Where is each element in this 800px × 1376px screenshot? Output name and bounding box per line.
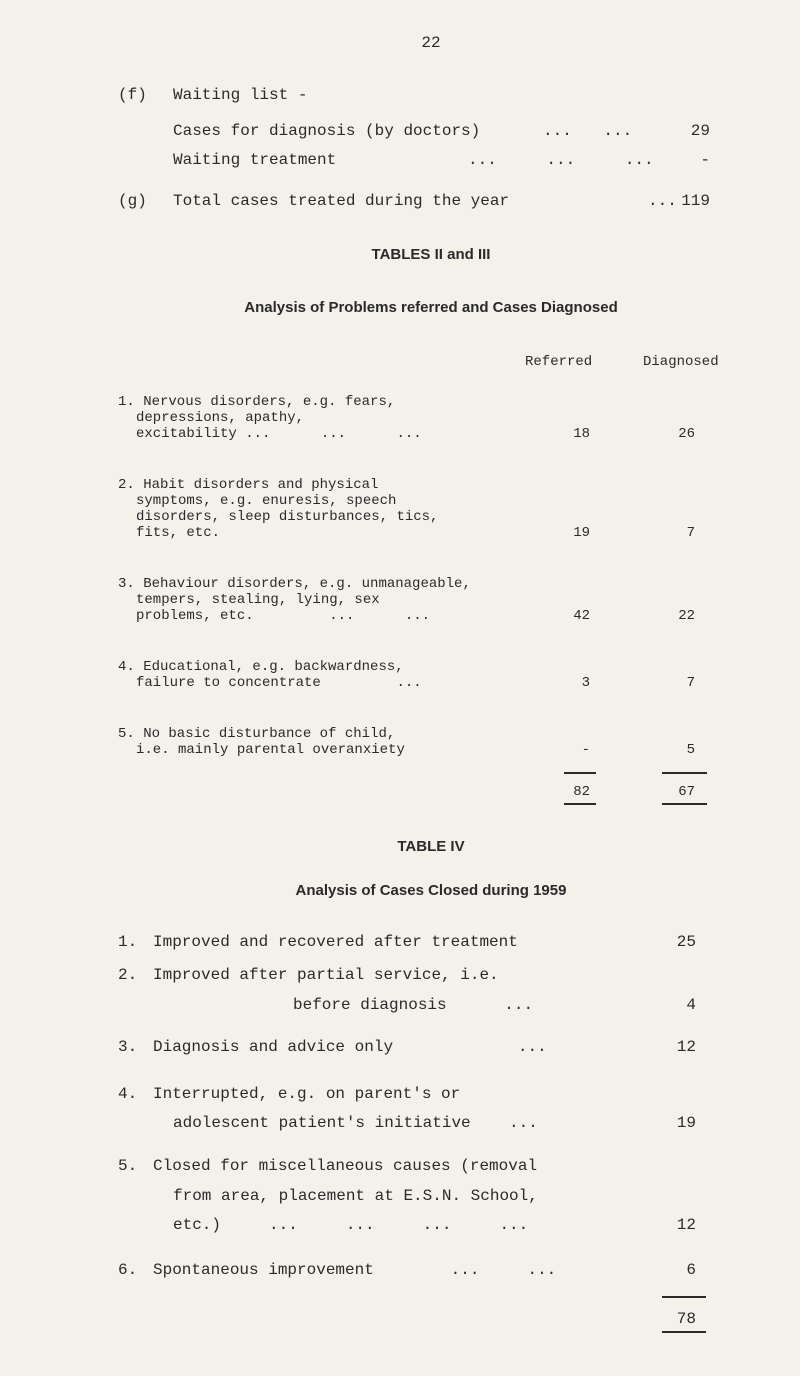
problem-line: i.e. mainly parental overanxiety bbox=[136, 742, 405, 758]
total-text: Total cases treated during the year bbox=[173, 192, 510, 210]
closed-total-rule bbox=[662, 1296, 706, 1298]
col-referred-header: Referred bbox=[525, 354, 593, 370]
closed-case-value: 25 bbox=[676, 933, 696, 951]
closed-case-value: 12 bbox=[676, 1216, 696, 1234]
diagnosed-value: 26 bbox=[678, 426, 695, 442]
closed-total-underline bbox=[662, 1331, 706, 1333]
diagnosis-dots: ... ... bbox=[543, 122, 633, 140]
closed-case-number: 2. bbox=[118, 966, 138, 984]
referred-value: 18 bbox=[573, 426, 590, 442]
diagnosis-value: 29 bbox=[690, 122, 710, 140]
closed-case-number: 4. bbox=[118, 1085, 138, 1103]
tables23-subheading: Analysis of Problems referred and Cases Diagnosed bbox=[244, 299, 618, 316]
problem-line: 2. Habit disorders and physical bbox=[118, 477, 379, 493]
closed-case-line: adolescent patient's initiative ... bbox=[173, 1114, 538, 1132]
referred-value: 19 bbox=[573, 525, 590, 541]
closed-case-value: 6 bbox=[686, 1261, 696, 1279]
problem-line: 1. Nervous disorders, e.g. fears, bbox=[118, 394, 396, 410]
closed-case-number: 1. bbox=[118, 933, 138, 951]
problem-line: depressions, apathy, bbox=[136, 410, 305, 426]
problem-line: 3. Behaviour disorders, e.g. unmanageable, bbox=[118, 576, 471, 592]
problem-line: symptoms, e.g. enuresis, speech bbox=[136, 493, 397, 509]
waiting-list-title: Waiting list - bbox=[173, 86, 308, 104]
closed-case-line: Closed for miscellaneous causes (removal bbox=[153, 1157, 538, 1175]
treatment-label: Waiting treatment bbox=[173, 151, 337, 169]
table4-subheading: Analysis of Cases Closed during 1959 bbox=[295, 882, 567, 899]
problem-line: disorders, sleep disturbances, tics, bbox=[136, 509, 439, 525]
page-number: 22 bbox=[421, 34, 441, 52]
closed-case-line: etc.) ... ... ... ... bbox=[173, 1216, 529, 1234]
total-value: 119 bbox=[681, 192, 710, 210]
closed-case-line: Improved and recovered after treatment bbox=[153, 933, 518, 951]
referred-value: 42 bbox=[573, 608, 590, 624]
col-diagnosed-header: Diagnosed bbox=[643, 354, 719, 370]
diagnosed-value: 22 bbox=[678, 608, 695, 624]
closed-case-value: 12 bbox=[676, 1038, 696, 1056]
diagnosis-label: Cases for diagnosis (by doctors) bbox=[173, 122, 481, 140]
problem-line: excitability ... ... ... bbox=[136, 426, 422, 442]
referred-total-rule bbox=[564, 772, 596, 774]
closed-case-number: 6. bbox=[118, 1261, 138, 1279]
problem-line: problems, etc. ... ... bbox=[136, 608, 431, 624]
problem-line: fits, etc. bbox=[136, 525, 221, 541]
treatment-value: - bbox=[700, 151, 710, 169]
closed-case-line: from area, placement at E.S.N. School, bbox=[173, 1187, 538, 1205]
problem-line: failure to concentrate ... bbox=[136, 675, 422, 691]
tables23-heading: TABLES II and III bbox=[371, 246, 491, 263]
referred-total: 82 bbox=[573, 784, 590, 800]
table4-heading: TABLE IV bbox=[397, 838, 465, 855]
diagnosed-total-underline bbox=[662, 803, 707, 805]
closed-case-line: Interrupted, e.g. on parent's or bbox=[153, 1085, 461, 1103]
closed-case-line: Spontaneous improvement ... ... bbox=[153, 1261, 557, 1279]
diagnosed-total-rule bbox=[662, 772, 707, 774]
diagnosed-value: 7 bbox=[686, 525, 695, 541]
referred-value: - bbox=[581, 742, 590, 758]
closed-case-value: 19 bbox=[676, 1114, 696, 1132]
problem-line: 4. Educational, e.g. backwardness, bbox=[118, 659, 404, 675]
diagnosed-value: 7 bbox=[686, 675, 695, 691]
treatment-dots: ... ... ... bbox=[468, 151, 654, 169]
closed-case-line: Improved after partial service, i.e. bbox=[153, 966, 499, 984]
closed-case-number: 3. bbox=[118, 1038, 138, 1056]
total-dots: ... bbox=[648, 192, 677, 210]
closed-total: 78 bbox=[676, 1310, 696, 1328]
diagnosed-value: 5 bbox=[686, 742, 695, 758]
closed-case-number: 5. bbox=[118, 1157, 138, 1175]
diagnosed-total: 67 bbox=[678, 784, 695, 800]
referred-total-underline bbox=[564, 803, 596, 805]
closed-case-line: before diagnosis ... bbox=[293, 996, 534, 1014]
closed-case-value: 4 bbox=[686, 996, 696, 1014]
problem-line: tempers, stealing, lying, sex bbox=[136, 592, 380, 608]
total-label: (g) bbox=[118, 192, 147, 210]
problem-line: 5. No basic disturbance of child, bbox=[118, 726, 396, 742]
closed-case-line: Diagnosis and advice only ... bbox=[153, 1038, 547, 1056]
referred-value: 3 bbox=[581, 675, 590, 691]
waiting-list-label: (f) bbox=[118, 86, 147, 104]
